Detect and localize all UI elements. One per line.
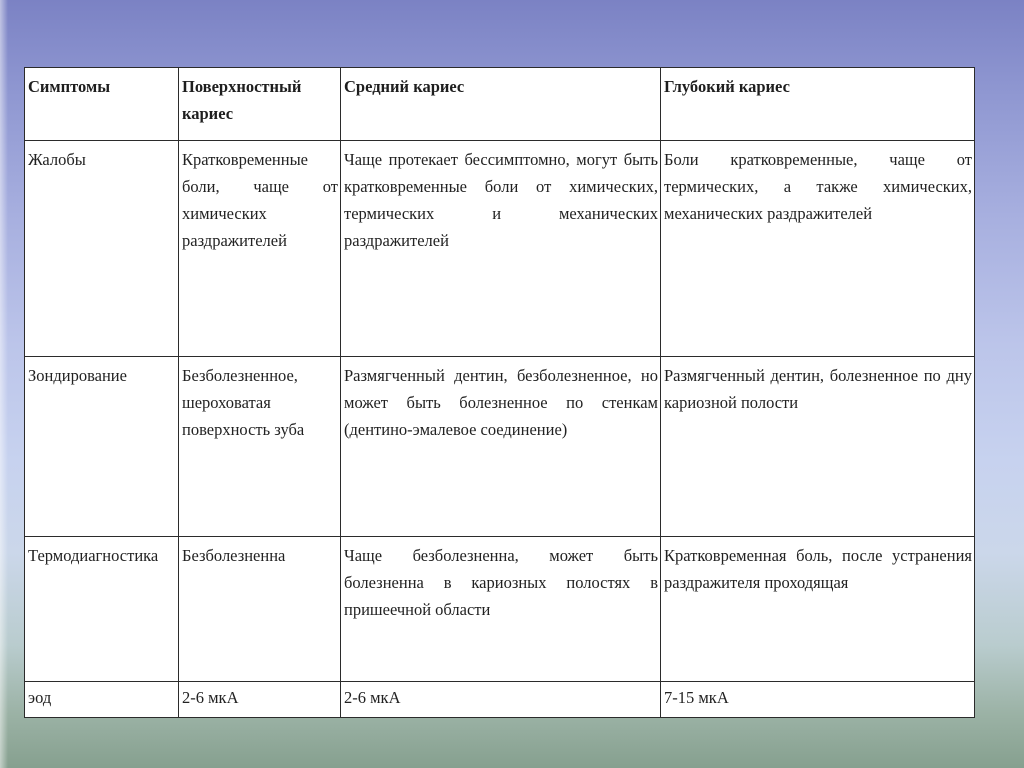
cell-medium: 2-6 мкА	[341, 682, 661, 718]
caries-comparison-table	[24, 67, 975, 718]
cell-medium: Чаще безболезненна, может быть болезненна в кариозных полостях в пришеечной области	[341, 537, 661, 682]
cell-symptom: эод	[25, 682, 179, 718]
cell-superficial: Кратковременные боли, чаще от химических раздражителей	[179, 141, 341, 357]
table-row-thermal-diagnostics	[25, 537, 975, 682]
header-symptoms: Симптомы	[25, 68, 179, 141]
cell-symptom: Жалобы	[25, 141, 179, 357]
cell-superficial: Безболезненное, шероховатая поверхность зуба	[179, 357, 341, 537]
table-header-row	[25, 68, 975, 141]
cell-deep: Размягченный дентин, болезненное по дну кариозной полости	[661, 357, 975, 537]
table-row-complaints	[25, 141, 975, 357]
cell-symptom: Зондирование	[25, 357, 179, 537]
cell-deep: 7-15 мкА	[661, 682, 975, 718]
cell-medium: Размягченный дентин, безболезненное, но может быть болезненное по стенкам (дентино-эмалевое соединение)	[341, 357, 661, 537]
cell-superficial: Безболезненна	[179, 537, 341, 682]
cell-deep: Боли кратковременные, чаще от термических, а также химических, механических раздражителей	[661, 141, 975, 357]
slide-edge-highlight	[0, 0, 8, 768]
cell-superficial: 2-6 мкА	[179, 682, 341, 718]
header-deep-caries: Глубокий кариес	[661, 68, 975, 141]
header-medium-caries: Средний кариес	[341, 68, 661, 141]
table-row-eod	[25, 682, 975, 718]
cell-symptom: Термодиагностика	[25, 537, 179, 682]
cell-deep: Кратковременная боль, после устранения раздражителя проходящая	[661, 537, 975, 682]
cell-medium: Чаще протекает бессимптомно, могут быть кратковременные боли от химических, термических и механических раздражителей	[341, 141, 661, 357]
table-row-probing	[25, 357, 975, 537]
caries-comparison-table-wrapper	[24, 67, 974, 718]
header-superficial-caries: Поверхностный кариес	[179, 68, 341, 141]
